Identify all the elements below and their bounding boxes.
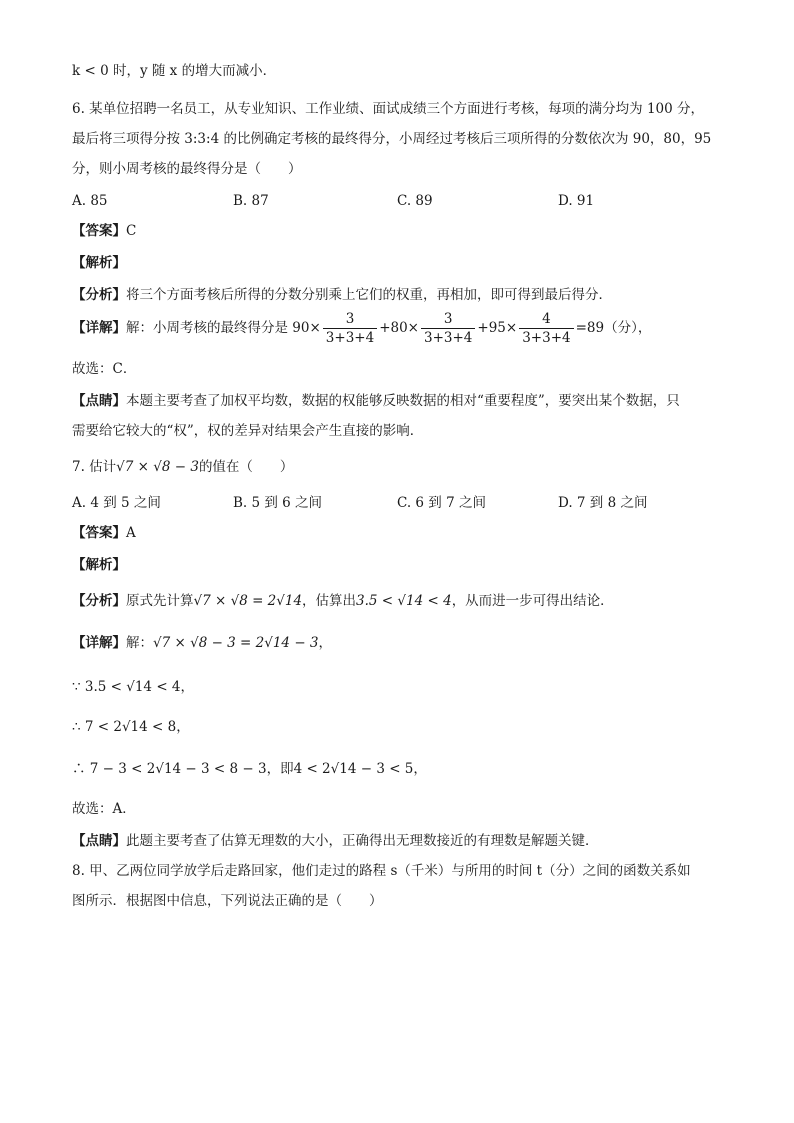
q7-option-a: A. 4 到 5 之间 xyxy=(72,495,161,511)
answer-tag: 【答案】 xyxy=(72,223,126,239)
q6-stem-line2: 最后将三项得分按 3:3:4 的比例确定考核的最终得分，小周经过考核后三项所得的分数依次为 90，80，95 xyxy=(72,131,712,147)
q7-expression: √7 × √8 − 3 xyxy=(116,459,199,475)
q6-option-c: C. 89 xyxy=(397,193,433,209)
detail-term2: +80× xyxy=(379,320,419,336)
q7-choose: 故选：A． xyxy=(72,801,136,817)
q6-option-a: A. 85 xyxy=(72,193,108,209)
q8-stem-line2: 图所示．根据图中信息，下列说法正确的是（ ） xyxy=(72,893,383,909)
detail-prefix: 解：小周考核的最终得分是 xyxy=(126,320,288,336)
q7-step2: ∴ 7 < 2√14 < 8， xyxy=(72,719,190,735)
q6-dianjing-line1: 【点睛】本题主要考查了加权平均数，数据的权能够反映数据的相对“重要程度”，要突出某个数据，只 xyxy=(72,393,680,409)
q7-answer: 【答案】A xyxy=(72,525,136,541)
intro-line: k < 0 时，y 随 x 的增大而减小． xyxy=(72,63,277,79)
fraction-1: $\frac{3}{3+3+4}$ xyxy=(323,310,377,347)
q6-choose: 故选：C． xyxy=(72,361,137,377)
q6-fenxi xyxy=(72,284,612,306)
detail-term1: 90× xyxy=(292,320,321,336)
q6-analysis-tag xyxy=(72,252,126,274)
fenxi-text: 将三个方面考核后所得的分数分别乘上它们的权重，再相加，即可得到最后得分． xyxy=(126,287,612,303)
q7-dianjing: 【点睛】此题主要考查了估算无理数的大小，正确得出无理数接近的有理数是解题关键． xyxy=(72,833,599,849)
q6-stem-line3: 分，则小周考核的最终得分是（ ） xyxy=(72,161,302,177)
q7-step3: ∴ 7 − 3 < 2√14 − 3 < 8 − 3，即4 < 2√14 − 3 < 5， xyxy=(72,761,427,777)
q6-stem-line1: 6. 某单位招聘一名员工，从专业知识、工作业绩、面试成绩三个方面进行考核，每项的满分均为 100 分， xyxy=(72,101,705,117)
detail-tag: 【详解】 xyxy=(72,320,126,336)
analysis-tag: 【解析】 xyxy=(72,255,126,271)
detail-term3: +95× xyxy=(477,320,518,336)
q7-option-b: B. 5 到 6 之间 xyxy=(233,495,323,511)
fraction-3: $\frac{4}{3+3+4}$ xyxy=(519,310,573,347)
q7-detail: 【详解】解：√7 × √8 − 3 = 2√14 − 3， xyxy=(72,635,333,651)
q6-option-d: D. 91 xyxy=(558,193,595,209)
q6-detail xyxy=(72,310,651,347)
q7-step1: ∵ 3.5 < √14 < 4， xyxy=(72,679,195,695)
q7-analysis-tag: 【解析】 xyxy=(72,557,126,573)
q7-option-d: D. 7 到 8 之间 xyxy=(558,495,648,511)
answer-value: C xyxy=(126,223,137,239)
detail-term4: =89（分）， xyxy=(575,320,652,336)
fenxi-tag: 【分析】 xyxy=(72,287,126,303)
fraction-2: $\frac{3}{3+3+4}$ xyxy=(421,310,475,347)
q8-stem-line1: 8. 甲、乙两位同学放学后走路回家，他们走过的路程 s（千米）与所用的时间 t（分）之间的函数关系如 xyxy=(72,863,691,879)
q7-fenxi: 【分析】原式先计算√7 × √8 = 2√14，估算出3.5 < √14 < 4，从而进一步可得出结论． xyxy=(72,593,614,609)
q6-option-b: B. 87 xyxy=(233,193,269,209)
q6-answer xyxy=(72,220,136,242)
q6-dianjing-line2: 需要给它较大的“权”，权的差异对结果会产生直接的影响． xyxy=(72,423,424,439)
q7-stem: 7. 估计√7 × √8 − 3的值在（ ） xyxy=(72,459,294,475)
q7-option-c: C. 6 到 7 之间 xyxy=(397,495,486,511)
dianjing-tag: 【点睛】 xyxy=(72,393,126,409)
